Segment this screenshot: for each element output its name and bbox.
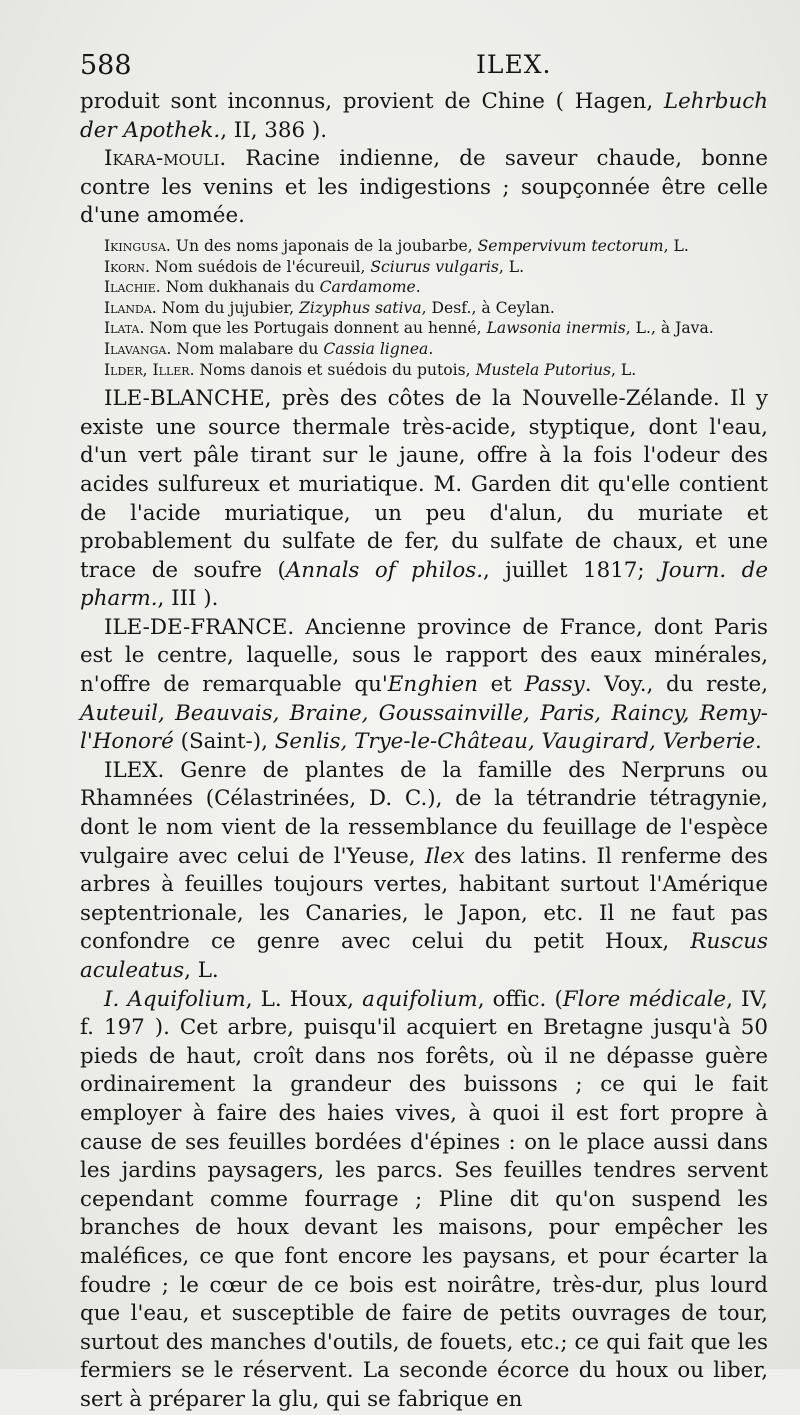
- page-header: [80, 50, 780, 86]
- entry-ilata: Ilata. Nom que les Portugais donnent au henné, Lawsonia inermis, L., à Java.: [104, 319, 714, 338]
- entry-ilex: ILEX. Genre de plantes de la famille des Nerpruns ou Rhamnées (Célastrinées, D. C.), de la tétrandrie tétragynie, dont le nom vient de la ressemblance du feuillage de l'espèce vulgaire avec celui de l'Yeuse, Ilex des latins. Il renferme des arbres à feuilles toujours vertes, habitant surtout l'Amérique septentrionale, les Canaries, le Japon, etc. Il ne faut pas confondre ce genre avec celui du petit Houx, Ruscus aculeatus, L.: [80, 757, 769, 983]
- entry-ilex-aquifolium: I. Aquifolium, L. Houx, aquifolium, offic. (Flore médicale, IV, f. 197 ). Cet arbre, puisqu'il acquiert en Bretagne jusqu'à 50 pieds de haut, croît dans nos forêts, où il ne dépasse guère ordinairement la grandeur des buissons ; ce qui le fait employer à faire des haies vives, à quoi il est fort propre à cause de ses feuilles bordées d'épines : on le place aussi dans les jardins paysagers, les parcs. Ses feuilles tendres servent cependant comme fourrage ; Pline dit qu'on suspend les branches de houx devant les maisons, pour empêcher les maléfices, ce que font encore les paysans, et pour écarter la foudre ; le cœur de ce bois est noirâtre, très-dur, plus lourd que l'eau, et susceptible de faire de petits ouvrages de tour, surtout des manches d'outils, de fouets, etc.; ce qui fait que les fermiers se le réservent. La seconde écorce du houx ou liber, sert à préparer la glu, qui se fabrique en: [80, 986, 768, 1412]
- entry-ikara-mouli: Ikara-mouli. Racine indienne, de saveur chaude, bonne contre les venins et les indigestions ; soupçonnée être celle d'une amomée.: [80, 146, 768, 229]
- entry-ilanda: Ilanda. Nom du jujubier, Zizyphus sativa, Desf., à Ceylan.: [104, 298, 555, 317]
- entry-headword: ILE-BLANCHE,: [104, 386, 272, 412]
- entry-headword: ILE-DE-FRANCE.: [104, 614, 295, 640]
- entry-ikingusa: Ikingusa. Un des noms japonais de la joubarbe, Sempervivum tectorum, L.: [104, 236, 689, 255]
- entry-headword: Ikara-mouli.: [104, 146, 227, 172]
- running-title: ILEX.: [476, 50, 552, 79]
- page-body: [80, 88, 768, 1415]
- entry-ilavanga: Ilavanga. Nom malabare du Cassia lignea.: [104, 339, 434, 358]
- entry-ile-blanche: ILE-BLANCHE, près des côtes de la Nouvelle-Zélande. Il y existe une source thermale très-acide, styptique, dont l'eau, d'un vert pâle tirant sur le jaune, offre à la fois l'odeur des acides sulfureux et muriatique. M. Garden dit qu'elle contient de l'acide muriatique, un peu d'alun, du muriate et probablement du sulfate de fer, du sulfate de chaux, et une trace de soufre (Annals of philos., juillet 1817; Journ. de pharm., III ).: [80, 386, 769, 612]
- entry-ile-de-france: ILE-DE-FRANCE. Ancienne province de France, dont Paris est le centre, laquelle, sous le rapport des eaux minérales, n'offre de remarquable qu'Enghien et Passy. Voy., du reste, Auteuil, Beauvais, Braine, Goussainville, Paris, Raincy, Remy-l'Honoré (Saint-), Senlis, Trye-le-Château, Vaugirard, Verberie.: [80, 614, 768, 755]
- paragraph-continuation: produit sont inconnus, provient de Chine ( Hagen, Lehrbuch der Apothek., II, 386 ).: [80, 89, 768, 143]
- page-number: 588: [80, 50, 132, 81]
- entry-ilder: Ilder, Iller. Noms danois et suédois du putois, Mustela Putorius, L.: [104, 360, 637, 379]
- entry-headword: ILEX.: [104, 757, 165, 783]
- entry-ilachie: Ilachie. Nom dukhanais du Cardamome.: [104, 278, 421, 297]
- entry-ikorn: Ikorn. Nom suédois de l'écureuil, Sciurus vulgaris, L.: [104, 257, 525, 276]
